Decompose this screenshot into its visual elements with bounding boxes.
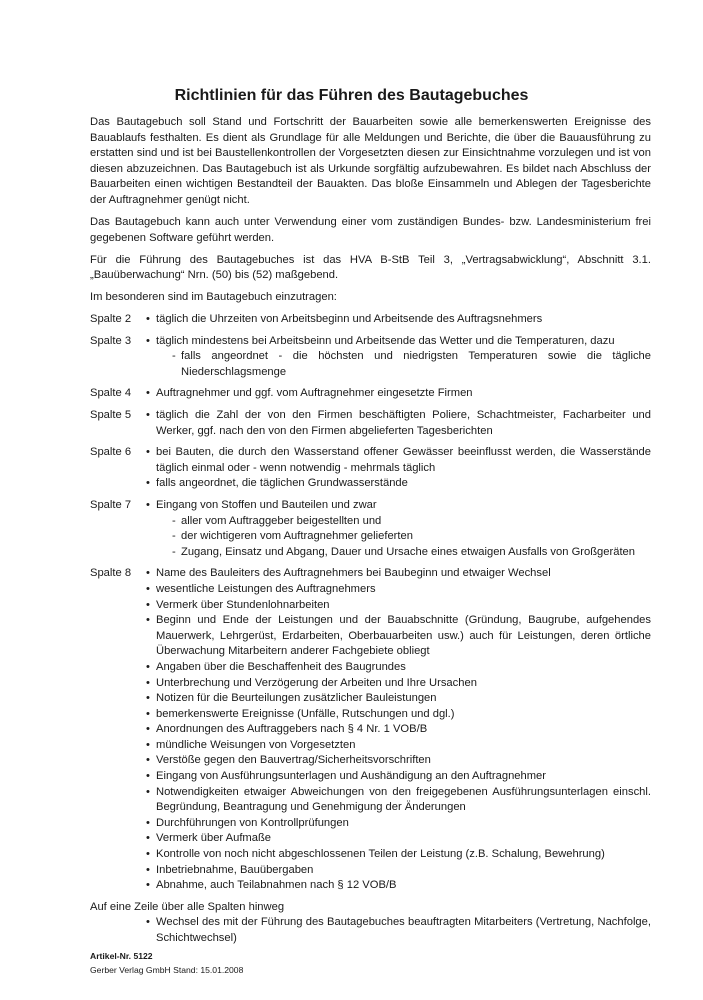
spalte-items	[146, 408, 651, 439]
all-columns-heading: Auf eine Zeile über alle Spalten hinweg	[90, 900, 285, 913]
bullet-item: • Auftragnehmer und ggf. vom Auftragnehmer eingesetzte Firmen	[146, 386, 651, 402]
dash-marker: -	[172, 514, 176, 527]
spalte-row	[90, 566, 651, 893]
bullet-item: • Name des Bauleiters des Auftragnehmers bei Baubeginn und etwaiger Wechsel	[146, 566, 651, 582]
bullet-item: • Eingang von Ausführungsunterlagen und Aushändigung an den Auftragnehmer	[146, 769, 651, 785]
dash-item-text: Zugang, Einsatz und Abgang, Dauer und Ursache eines etwaigen Ausfalls von Großgeräten	[181, 545, 635, 558]
bullet-item: • Unterbrechung und Verzögerung der Arbeiten und Ihre Ursachen	[146, 676, 651, 692]
document-body	[90, 115, 651, 947]
bullet-item: • täglich die Zahl der von den Firmen beschäftigten Poliere, Schachtmeister, Facharbeiter und Werker, ggf. nach den von den Firmen abgelieferten Tagesberichten	[146, 408, 651, 439]
bullet-item: • Abnahme, auch Teilabnahmen nach § 12 VOB/B	[146, 878, 651, 894]
spalte-row	[90, 445, 651, 492]
bullet-item: • Durchführungen von Kontrollprüfungen	[146, 816, 651, 832]
bullet-item: • bemerkenswerte Ereignisse (Unfälle, Rutschungen und dgl.)	[146, 707, 651, 723]
bullet-item: • Notwendigkeiten etwaiger Abweichungen von den freigegebenen Ausführungsunterlagen einschl. Begründung, Beantragung und Genehmigung der Änderungen	[146, 785, 651, 816]
dash-marker: -	[172, 350, 176, 363]
spalte-items	[146, 386, 651, 402]
article-number: Artikel-Nr. 5122	[90, 951, 153, 961]
spalte-label: Spalte 8	[90, 567, 132, 580]
spalte-row	[90, 334, 651, 381]
spalte-items	[146, 445, 651, 492]
spalte-label: Spalte 4	[90, 387, 132, 400]
dash-item	[146, 349, 651, 380]
bullet-item: • täglich die Uhrzeiten von Arbeitsbeginn und Arbeitsende des Auftragsnehmers	[146, 312, 651, 328]
dash-marker: -	[172, 530, 176, 543]
bullet-item: • Kontrolle von noch nicht abgeschlossenen Teilen der Leistung (z.B. Schalung, Bewehrung)	[146, 847, 651, 863]
bullet-item: • täglich mindestens bei Arbeitsbeinn und Arbeitsende das Wetter und die Temperaturen, dazu	[146, 334, 651, 350]
dash-item-text: der wichtigeren vom Auftragnehmer gelieferten	[181, 530, 413, 543]
spalten-list	[90, 312, 651, 894]
spalte-items	[146, 334, 651, 381]
dash-item	[146, 545, 651, 561]
bullet-item: • falls angeordnet, die täglichen Grundwasserstände	[146, 476, 651, 492]
spalte-row	[90, 386, 651, 402]
footer	[90, 950, 243, 977]
bullet-item: • Vermerk über Stundenlohnarbeiten	[146, 598, 651, 614]
spalte-row	[90, 498, 651, 560]
bullet-item: • Eingang von Stoffen und Bauteilen und zwar	[146, 498, 651, 514]
dash-item	[146, 514, 651, 530]
intro-paragraph: Das Bautagebuch soll Stand und Fortschritt der Bauarbeiten sowie alle bemerkenswerten Ereignisse des Bauablaufs festhalten. Es dient als Grundlage für alle Meldungen und Berichte, die über die Bauausführung zu erstatten sind und ist bei Baustellenkontrollen der Vorgesetzten diesen zur Einsichtnahme vorzulegen und ist von diesen abzuzeichnen. Das Bautagebuch ist als Urkunde sorgfältig aufzubewahren. Es bildet nach Abschluss der Bauarbeiten einen wichtigen Bestandteil der Bauakten. Das bloße Einsammeln und Ablegen der Tagesberichte der Auftragnehmer genügt nicht.	[90, 116, 651, 206]
hva-paragraph: Für die Führung des Bautagebuches ist das HVA B-StB Teil 3, „Vertragsabwicklung“, Abschnitt 3.1. „Bauüberwachung“ Nrn. (50) bis (52) maßgebend.	[90, 253, 651, 282]
dash-item-text: falls angeordnet - die höchsten und niedrigsten Temperaturen sowie die tägliche Niederschlagsmenge	[181, 350, 651, 378]
bullet-item: • mündliche Weisungen von Vorgesetzten	[146, 738, 651, 754]
all-columns-section	[90, 900, 651, 947]
dash-item	[146, 529, 651, 545]
dash-marker: -	[172, 545, 176, 558]
dash-item-text: aller vom Auftraggeber beigestellten und	[181, 514, 382, 527]
entries-intro: Im besonderen sind im Bautagebuch einzutragen:	[90, 291, 337, 304]
spalte-items	[146, 312, 651, 328]
bullet-item: • Notizen für die Beurteilungen zusätzlicher Bauleistungen	[146, 691, 651, 707]
page-title: Richtlinien für das Führen des Bautagebuches	[174, 87, 529, 104]
bullet-item: • wesentliche Leistungen des Auftragnehmers	[146, 582, 651, 598]
bullet-item: • Angaben über die Beschaffenheit des Baugrundes	[146, 660, 651, 676]
bullet-item: • Vermerk über Aufmaße	[146, 831, 651, 847]
bullet-item: • Beginn und Ende der Leistungen und der Bauabschnitte (Gründung, Baugrube, aufgehendes Mauerwerk, Lehrgerüst, Erdarbeiten, Oberbauarbeiten usw.) auch für Leistungen, deren örtliche Überwachung Mitarbeitern anderer Fachgebiete obliegt	[146, 613, 651, 660]
software-paragraph: Das Bautagebuch kann auch unter Verwendung einer vom zuständigen Bundes- bzw. Landesministerium frei gegebenen Software geführt werden.	[90, 216, 651, 244]
bullet-item: • Wechsel des mit der Führung des Bautagebuches beauftragten Mitarbeiters (Vertretung, Nachfolge, Schichtwechsel)	[146, 915, 651, 946]
spalte-label: Spalte 5	[90, 409, 132, 421]
spalte-label: Spalte 6	[90, 446, 132, 459]
spalte-row	[90, 312, 651, 328]
spalte-label: Spalte 7	[90, 498, 132, 511]
spalte-items	[146, 498, 651, 560]
bullet-item: • Inbetriebnahme, Bauübergaben	[146, 863, 651, 879]
publisher-info: Gerber Verlag GmbH Stand: 15.01.2008	[90, 964, 244, 975]
spalte-items	[146, 566, 651, 893]
all-columns-items	[90, 915, 651, 946]
bullet-item: • Verstöße gegen den Bauvertrag/Sicherheitsvorschriften	[146, 753, 651, 769]
bullet-item: • Anordnungen des Auftraggebers nach § 4 Nr. 1 VOB/B	[146, 722, 651, 738]
spalte-label: Spalte 2	[90, 313, 132, 326]
bullet-item: • bei Bauten, die durch den Wasserstand offener Gewässer beeinflusst werden, die Wasserstände täglich einmal oder - wenn notwendig - mehrmals täglich	[146, 445, 651, 476]
spalte-row	[90, 408, 651, 439]
spalte-label: Spalte 3	[90, 334, 132, 347]
